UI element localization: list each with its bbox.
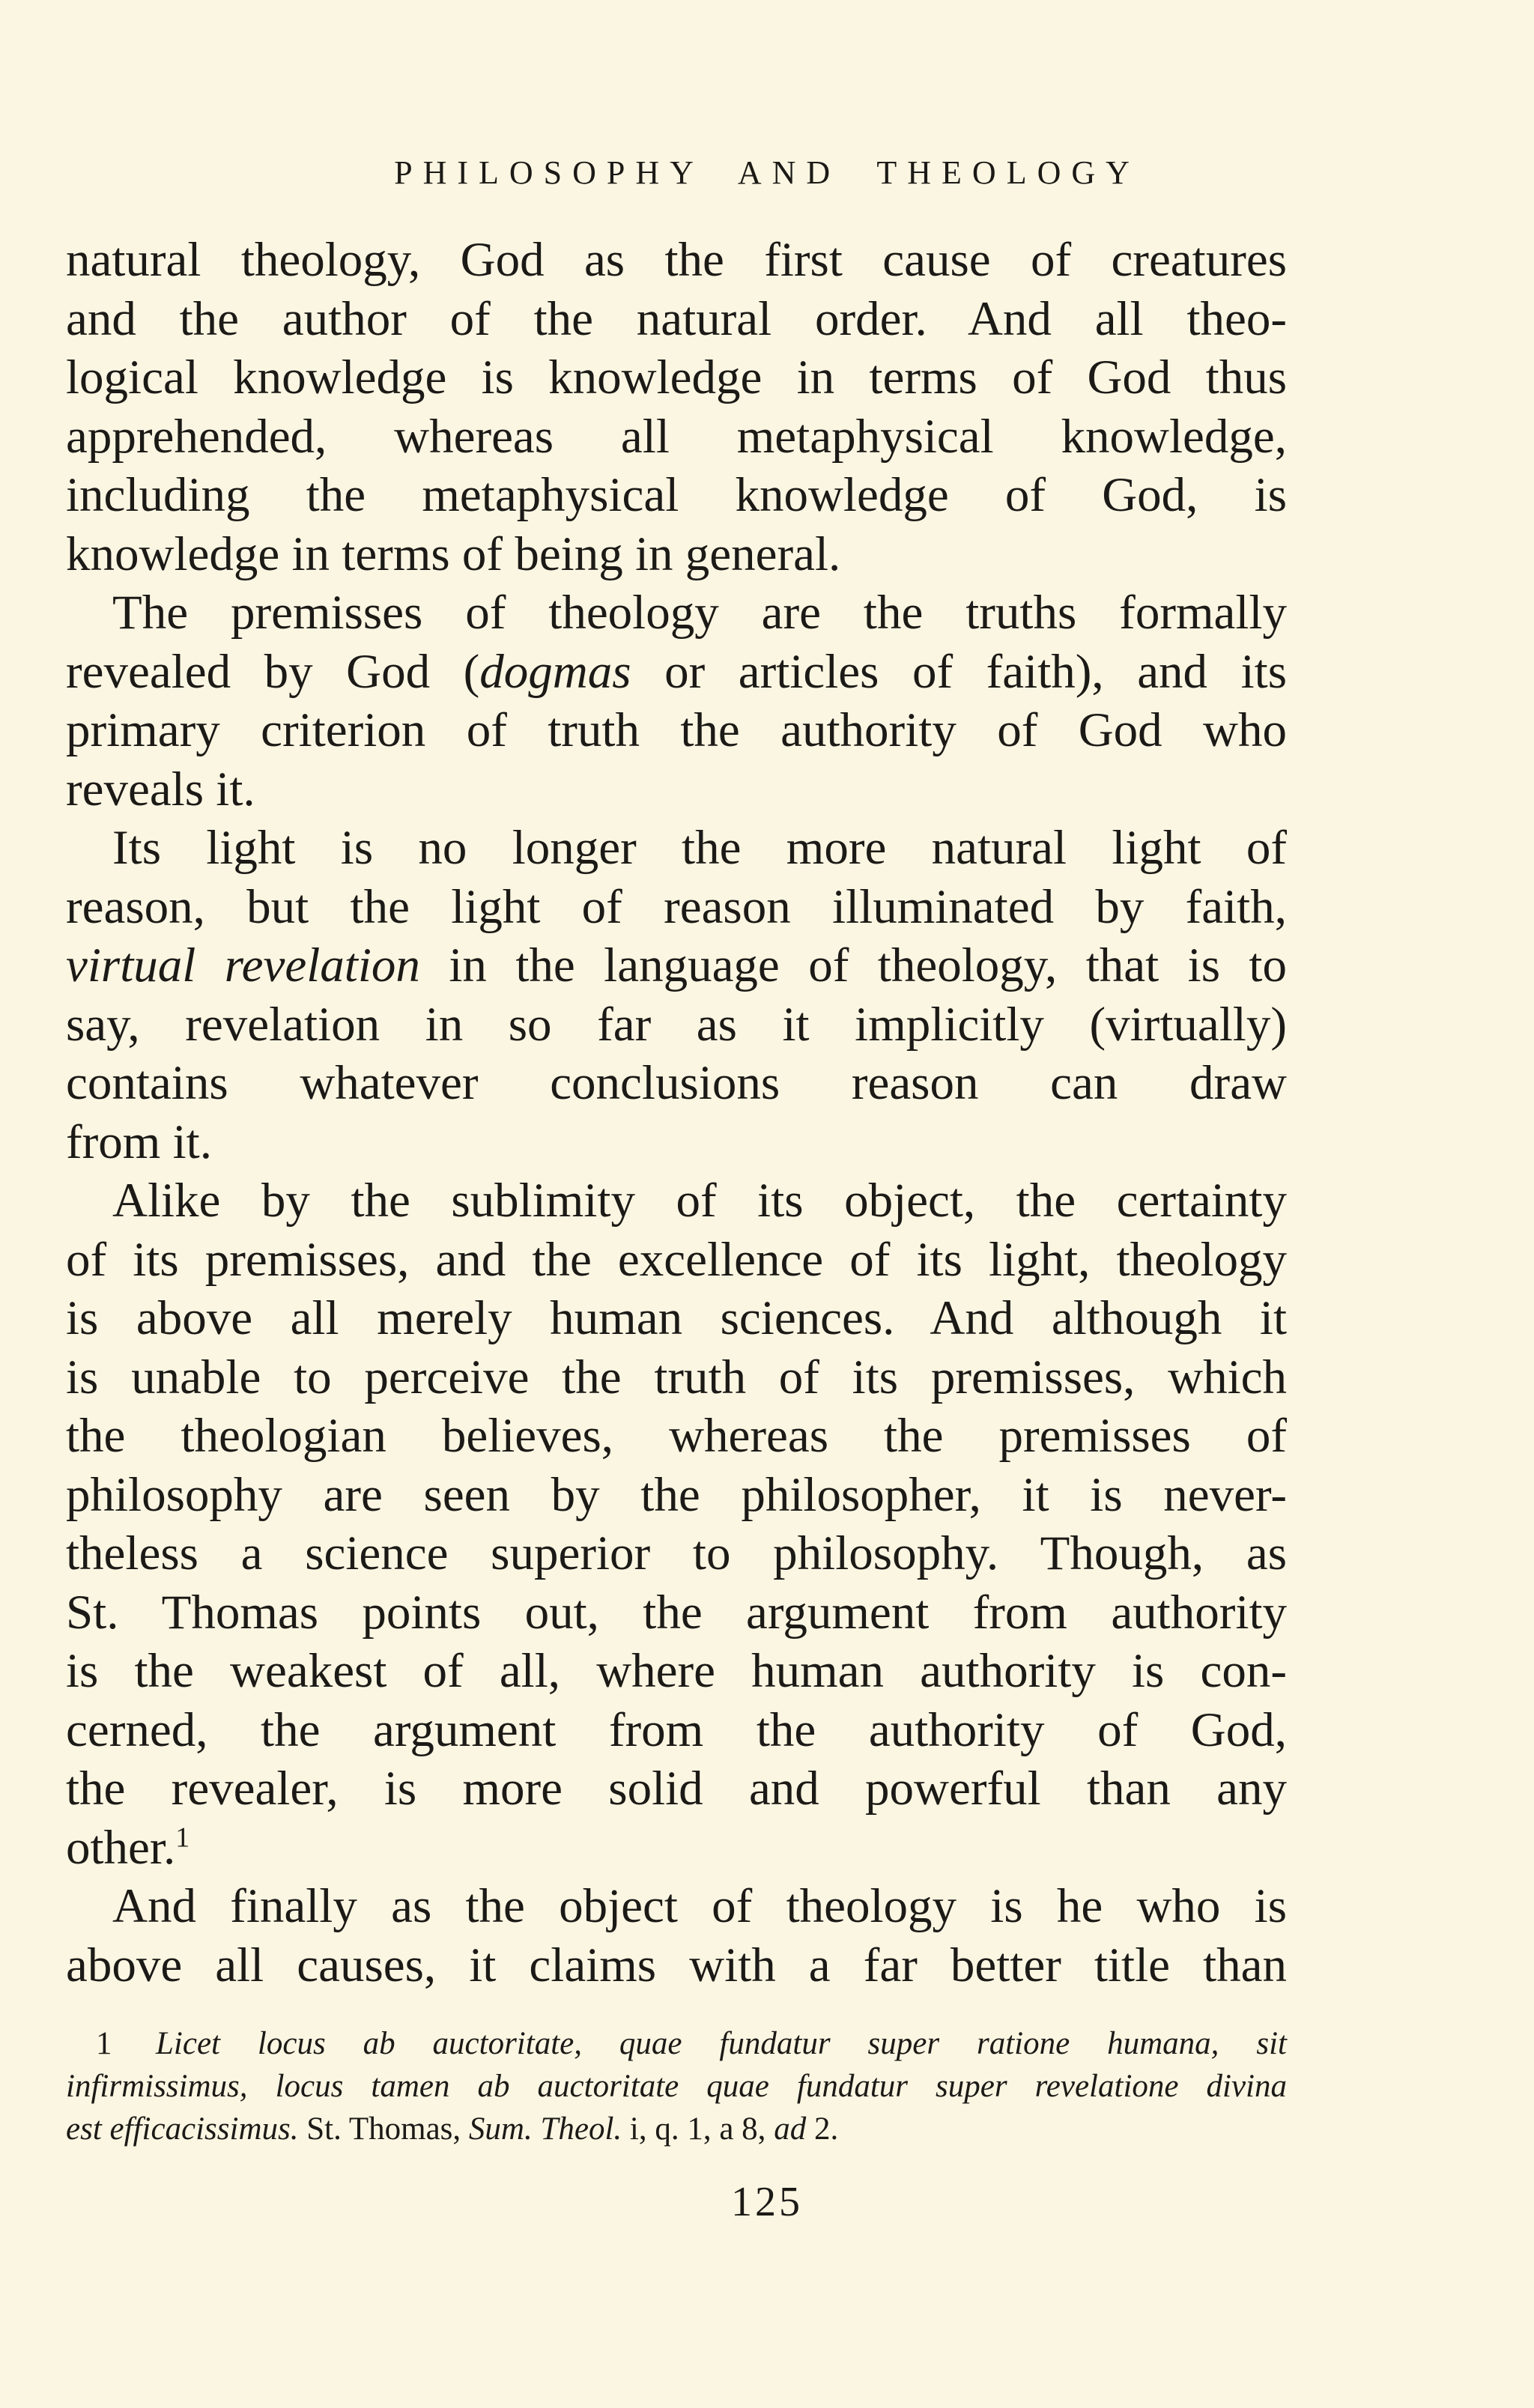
footnote xyxy=(66,2022,1287,2150)
text-line: theless a science superior to philosophy. Though, as xyxy=(66,1526,1287,1580)
text-run: other. xyxy=(66,1820,176,1875)
text-line: is unable to perceive the truth of its premisses, which xyxy=(66,1350,1287,1404)
footnote-line xyxy=(66,2108,1287,2150)
footnote-quote: Licet locus ab auctoritate, quae fundatur super ratione humana, sit xyxy=(156,2026,1287,2061)
footnote-reference[interactable]: 1 xyxy=(175,1821,190,1853)
text-line: the theologian believes, whereas the premisses of xyxy=(66,1409,1287,1463)
text-line xyxy=(66,643,1287,702)
text-run: i, q. 1, a 8, xyxy=(622,2111,774,2147)
text-line: is above all merely human sciences. And although it xyxy=(66,1291,1287,1345)
text-run: or articles of faith), and its xyxy=(631,644,1287,699)
text-line: natural theology, God as the first cause of creatures xyxy=(66,233,1287,287)
text-line: of its premisses, and the excellence of its light, theology xyxy=(66,1232,1287,1287)
footnote-quote: infirmissimus, locus tamen ab auctoritate quae fundatur super revelatione divina xyxy=(66,2069,1287,2104)
text-run: 2. xyxy=(806,2111,839,2147)
text-line: and the author of the natural order. And all theo- xyxy=(66,291,1287,346)
text-line: logical knowledge is knowledge in terms of God thus xyxy=(66,351,1287,404)
text-line: apprehended, whereas all metaphysical knowledge, xyxy=(66,409,1287,464)
footnote-line xyxy=(66,2022,1287,2065)
text-line: primary criterion of truth the authority of God who xyxy=(66,703,1287,757)
text-line xyxy=(66,1819,1287,1878)
text-line: knowledge in terms of being in general. xyxy=(66,527,841,581)
body-text xyxy=(66,231,1287,1995)
text-line: Its light is no longer the more natural light of xyxy=(112,821,1287,875)
text-line: reveals it. xyxy=(66,762,255,816)
text-line: reason, but the light of reason illuminated by faith, xyxy=(66,879,1287,934)
text-run: St. Thomas, xyxy=(298,2111,469,2147)
italic-term: dogmas xyxy=(479,644,631,699)
text-line: contains whatever conclusions reason can draw xyxy=(66,1056,1287,1110)
italic-term: virtual revelation xyxy=(66,938,420,992)
citation-title: Sum. Theol. xyxy=(468,2111,622,2147)
text-line: say, revelation in so far as it implicitly (virtually) xyxy=(66,997,1287,1052)
text-line: And finally as the object of theology is he who is xyxy=(112,1879,1287,1933)
text-run: revealed by God ( xyxy=(66,644,480,699)
text-line: philosophy are seen by the philosopher, it is never- xyxy=(66,1467,1287,1522)
page-number: 125 xyxy=(731,2179,803,2225)
text-line: above all causes, it claims with a far better title than xyxy=(66,1938,1287,1992)
text-line: The premisses of theology are the truths formally xyxy=(112,586,1287,640)
footnote-quote: est efficacissimus. xyxy=(66,2111,299,2147)
text-line: cerned, the argument from the authority of God, xyxy=(66,1702,1287,1757)
text-run: in the language of theology, that is to xyxy=(419,938,1287,992)
text-line: from it. xyxy=(66,1114,212,1169)
text-line: the revealer, is more solid and powerful than any xyxy=(66,1762,1287,1816)
text-line: is the weakest of all, where human authority is con- xyxy=(66,1644,1287,1698)
footnote-line xyxy=(66,2065,1287,2108)
footnote-marker: 1 xyxy=(96,2026,112,2061)
text-line xyxy=(66,936,1287,995)
text-line: including the metaphysical knowledge of God, is xyxy=(66,468,1287,522)
italic-term: ad xyxy=(774,2111,807,2147)
text-line: Alike by the sublimity of its object, the certainty xyxy=(112,1174,1287,1228)
running-head: PHILOSOPHY AND THEOLOGY xyxy=(394,154,1140,191)
text-line: St. Thomas points out, the argument from authority xyxy=(66,1585,1287,1640)
